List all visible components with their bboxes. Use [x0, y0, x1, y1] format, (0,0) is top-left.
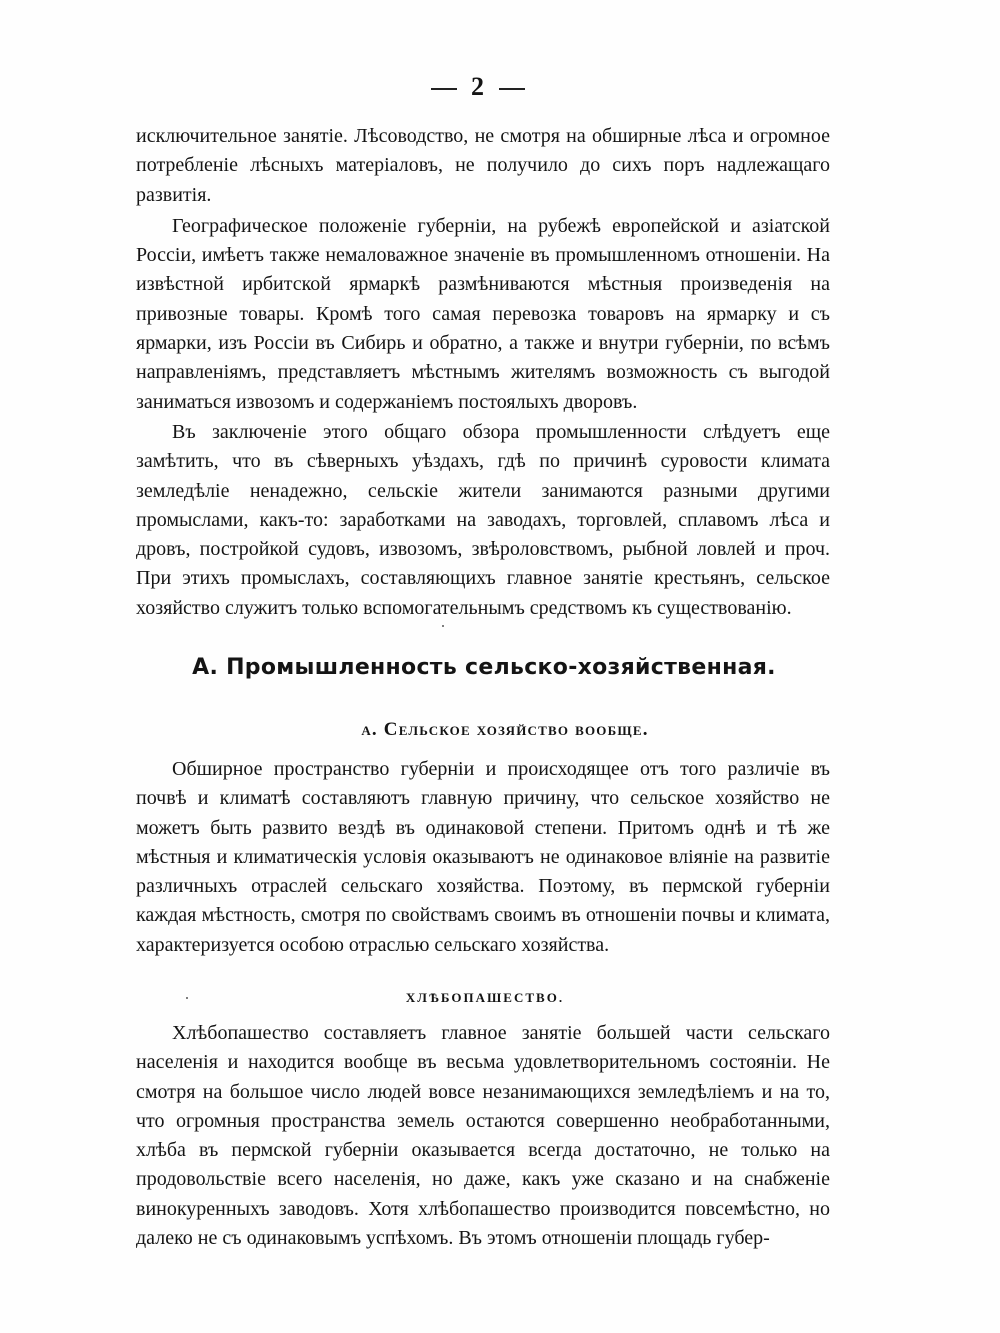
page-number: [0, 72, 956, 102]
agriculture-paragraph: Обширное пространство губерніи и происходящее отъ того различіе въ почвѣ и климатѣ составляютъ главную причину, что сельское хозяйство не можетъ быть развито вездѣ въ одинаковой степени. Притомъ однѣ и тѣ же мѣстныя и климатическія условія оказываютъ не одинаковое вліяніе на развитіе различныхъ отраслей сельскаго хозяйства. Поэтому, въ пермской губерніи каждая мѣстность, смотря по свойствамъ своимъ въ отношеніи почвы и климата, характеризуется особою отраслью сельскаго хозяйства.: [136, 758, 830, 956]
intro-paragraph-2: Географическое положеніе губерніи, на рубежѣ европейской и азіатской Россіи, имѣетъ также немаловажное значеніе въ промышленномъ отношеніи. На извѣстной ирбитской ярмаркѣ размѣниваются мѣстныя произведенія на привозные товары. Кромѣ того самая перевозка товаровъ на ярмарку и съ ярмарки, изъ Россіи въ Сибирь и обратно, а также и внутри губерніи, по всѣмъ направленіямъ, представляетъ мѣстнымъ жителямъ возможность съ выгодой заниматься извозомъ и содержаніемъ постоялыхъ дворовъ.: [136, 214, 830, 413]
grain-farming-text-block: [136, 1019, 830, 1253]
agriculture-text-block: [136, 755, 830, 960]
print-speck: [442, 625, 444, 627]
grain-farming-heading: ХЛѢБОПАШЕСТВО.: [405, 990, 565, 1005]
section-heading: А. Промышленность сельско-хозяйственная.: [192, 655, 776, 680]
grain-farming-paragraph: Хлѣбопашество составляетъ главное занятіе большей части сельскаго населенія и находится вообще въ весьма удовлетворительномъ состояніи. Не смотря на большое число людей вовсе незанимающихся земледѣліемъ и на то, что огромныя пространства земель остаются совершенно необработанными, хлѣба въ пермской губерніи оказывается всегда достаточно, не только на продовольствіе всего населенія, но даже, какъ уже сказано и на снабженіе винокуренныхъ заводовъ. Хотя хлѣбопашество производится повсемѣстно, но далеко не съ одинаковымъ успѣхомъ. Въ этомъ отношеніи площадь губер-: [136, 1022, 830, 1250]
page-number-dash-right: [499, 88, 525, 90]
page-number-value: 2: [471, 72, 485, 101]
page-number-dash-left: [431, 88, 457, 90]
intro-paragraph-1: исключительное занятіе. Лѣсоводство, не смотря на обширные лѣса и огромное потребленіе лѣсныхъ матеріаловъ, не получило до сихъ поръ надлежащаго развитія.: [136, 125, 830, 206]
intro-text-block: [136, 122, 830, 623]
intro-paragraph-3: Въ заключеніе этого общаго обзора промышленности слѣдуетъ еще замѣтить, что въ сѣверныхъ уѣздахъ, гдѣ по причинѣ суровости климата земледѣліе ненадежно, сельскіе жители занимаются разными другими промыслами, какъ-то: заработками на заводахъ, торговлей, сплавомъ лѣса и дровъ, постройкой судовъ, извозомъ, звѣроловствомъ, рыбной ловлей и проч. При этихъ промыслахъ, составляющихъ главное занятіе крестьянъ, сельское хозяйство служитъ только вспомогательнымъ средствомъ къ существованію.: [136, 420, 830, 619]
subsection-heading: а. Сельское хозяйство вообще.: [361, 719, 649, 740]
